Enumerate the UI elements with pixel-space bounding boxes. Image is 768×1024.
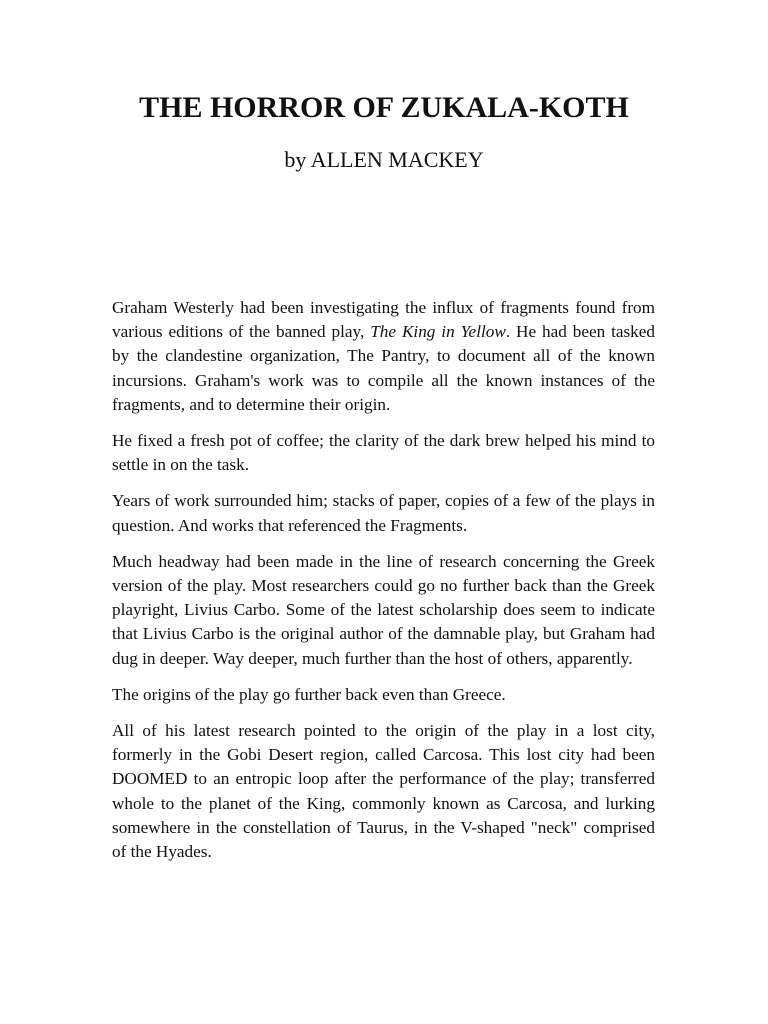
document-byline: by ALLEN MACKEY [284,147,484,172]
paragraph-5: The origins of the play go further back even than Greece. [112,684,506,704]
paragraph-1 [112,296,655,417]
paragraph-1-text-a: Graham Westerly had been investigating the influx of fragments found from various editions of the banned play, [112,298,655,342]
paragraph-1-text-b: . He had been tasked by the clandestine organization, The Pantry, to document all of the known incursions. Graham's work was to compile all the known instances of the fragments, and to determine their origin. [112,322,655,414]
paragraph-4: Much headway had been made in the line of research concerning the Greek version of the play. Most researchers could go no further back than the Greek playright, Livius Carbo. Some of the latest scholarship does seem to indicate that Livius Carbo is the original author of the damnable play, but Graham had dug in deeper. Way deeper, much further than the host of others, apparently. [112,551,655,668]
paragraph-6: All of his latest research pointed to the origin of the play in a lost city, formerly in the Gobi Desert region, called Carcosa. This lost city had been DOOMED to an entropic loop after the performance of the play; transferred whole to the planet of the King, commonly known as Carcosa, and lurking somewhere in the constellation of Taurus, in the V-shaped "neck" comprised of the Hyades. [112,721,655,862]
paragraph-2: He fixed a fresh pot of coffee; the clarity of the dark brew helped his mind to settle in on the task. [112,431,655,475]
play-title-italic: The King in Yellow [370,322,506,342]
paragraph-3: Years of work surrounded him; stacks of paper, copies of a few of the plays in question. And works that referenced the Fragments. [112,491,655,535]
document-title: THE HORROR OF ZUKALA-KOTH [139,91,629,124]
document-body [112,296,655,876]
